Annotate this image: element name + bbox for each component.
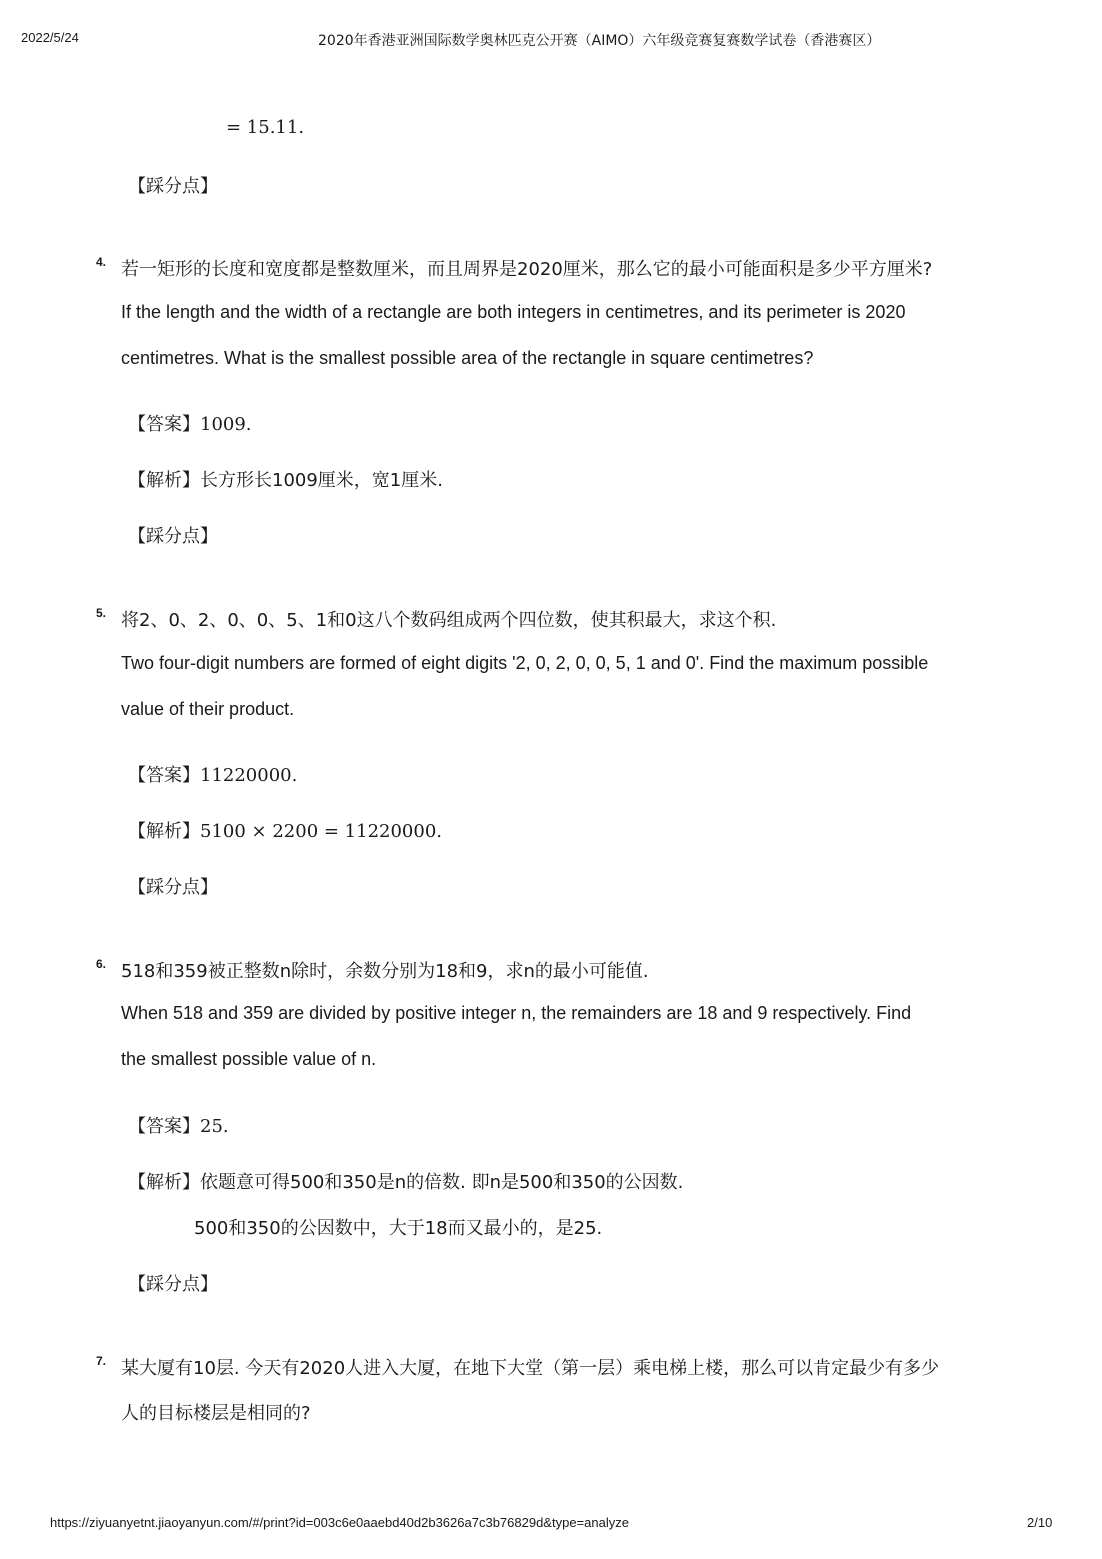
answer-value: 1009. <box>200 414 252 435</box>
question-5-answer <box>128 761 297 787</box>
answer-value: 25. <box>200 1116 229 1137</box>
question-6-points-label: 【踩分点】 <box>128 1274 218 1295</box>
prev-equation: = 15.11. <box>226 117 305 138</box>
answer-value: 11220000. <box>200 765 298 786</box>
question-4-points-label: 【踩分点】 <box>128 526 218 547</box>
question-7-chinese-line1: 某大厦有10层. 今天有2020人进入大厦，在地下大堂（第一层）乘电梯上楼，那么可以肯定最少有多少 <box>121 1358 940 1379</box>
analysis-label: 【解析】 <box>128 821 200 842</box>
analysis-text: 长方形长1009厘米，宽1厘米. <box>200 470 443 491</box>
question-number: 6. <box>96 957 107 971</box>
question-4-analysis <box>128 466 443 492</box>
print-date: 2022/5/24 <box>21 30 79 45</box>
question-7-chinese-line2: 人的目标楼层是相同的? <box>121 1403 311 1424</box>
page-title: 2020年香港亚洲国际数学奥林匹克公开赛（AIMO）六年级竞赛复赛数学试卷（香港赛区） <box>318 33 881 49</box>
question-4-chinese: 若一矩形的长度和宽度都是整数厘米，而且周界是2020厘米，那么它的最小可能面积是多少平方厘米? <box>121 259 933 280</box>
question-6-english-line1: When 518 and 359 are divided by positive integer n, the remainders are 18 and 9 respectively. Find <box>121 1003 912 1023</box>
analysis-text: 5100 × 2200 = 11220000. <box>200 821 443 842</box>
question-6-chinese: 518和359被正整数n除时，余数分别为18和9，求n的最小可能值. <box>121 961 649 982</box>
analysis-text: 依题意可得500和350是n的倍数. 即n是500和350的公因数. <box>200 1172 684 1193</box>
page-number: 2/10 <box>1027 1515 1053 1530</box>
question-5-analysis <box>128 817 442 843</box>
question-5-chinese: 将2、0、2、0、0、5、1和0这八个数码组成两个四位数，使其积最大，求这个积. <box>121 610 777 631</box>
question-6-analysis-line2: 500和350的公因数中，大于18而又最小的，是25. <box>194 1218 603 1239</box>
question-6-english-line2: the smallest possible value of n. <box>121 1049 377 1069</box>
answer-label: 【答案】 <box>128 414 200 435</box>
question-5-points-label: 【踩分点】 <box>128 877 218 898</box>
question-4-answer <box>128 410 252 436</box>
answer-label: 【答案】 <box>128 1116 200 1137</box>
question-6-analysis <box>128 1168 683 1194</box>
analysis-label: 【解析】 <box>128 1172 200 1193</box>
question-number: 5. <box>96 606 107 620</box>
question-4-english-line1: If the length and the width of a rectangle are both integers in centimetres, and its perimeter is 2020 <box>121 302 906 322</box>
question-number: 4. <box>96 255 107 269</box>
question-4-english-line2: centimetres. What is the smallest possible area of the rectangle in square centimetres? <box>121 348 814 368</box>
question-5-english-line2: value of their product. <box>121 699 295 719</box>
question-6-answer <box>128 1112 229 1138</box>
answer-label: 【答案】 <box>128 765 200 786</box>
analysis-label: 【解析】 <box>128 470 200 491</box>
question-number: 7. <box>96 1354 107 1368</box>
page-url: https://ziyuanyetnt.jiaoyanyun.com/#/print?id=003c6e0aaebd40d2b3626a7c3b76829d&type=analyze <box>50 1515 629 1530</box>
question-5-english-line1: Two four-digit numbers are formed of eight digits '2, 0, 2, 0, 0, 5, 1 and 0'. Find the maximum possible <box>121 653 929 673</box>
prev-points-label: 【踩分点】 <box>128 176 218 197</box>
